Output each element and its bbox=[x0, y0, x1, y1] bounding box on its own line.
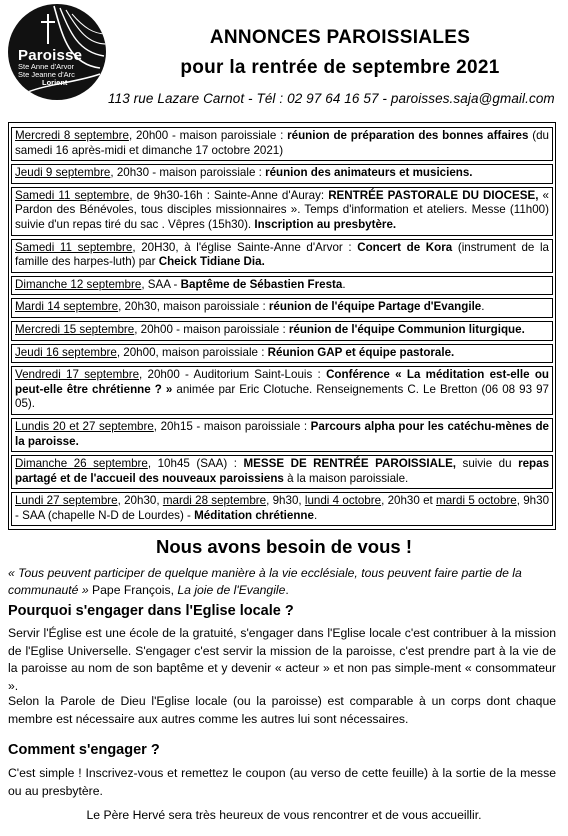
event-highlight: repas partagé et de l'accueil des nouveaux paroissiens bbox=[15, 457, 550, 485]
event-text: , 20h00 - maison paroissiale : bbox=[134, 322, 289, 336]
event-text: , 20h00, maison paroissiale : bbox=[116, 345, 268, 359]
event-item bbox=[11, 366, 553, 415]
event-highlight: Concert de Kora bbox=[357, 240, 453, 254]
pope-quote bbox=[8, 565, 556, 599]
event-text: animée par Eric Clotuche. Renseignements C. Le Bretton (06 08 93 97 05). bbox=[15, 382, 549, 411]
logo-name: Paroisse bbox=[18, 47, 83, 64]
event-text: . bbox=[313, 508, 318, 522]
event-date: Vendredi 17 septembre bbox=[15, 368, 140, 382]
event-text: « Pardon des Bénévoles, tous disciples missionnaires ». Temps d'information et ateliers. Messe (11h00) suivie d'un repas tiré du sac . Vêpres (15h30). bbox=[15, 188, 549, 231]
event-text: , SAA - bbox=[141, 277, 181, 291]
logo-line2: Ste Jeanne d'Arc bbox=[18, 70, 75, 79]
event-highlight: réunion des animateurs et musiciens. bbox=[265, 166, 473, 180]
event-date: Mardi 14 septembre bbox=[15, 300, 119, 314]
page-subtitle: pour la rentrée de septembre 2021 bbox=[180, 57, 500, 78]
event-item bbox=[11, 276, 553, 296]
event-highlight: Inscription au presbytère. bbox=[254, 217, 397, 231]
paragraph-body: Selon la Parole de Dieu l'Eglise locale (ou la paroisse) est comparable à un corps dont chaque membre est nécessaire aux autres comme les autres lui sont nécessaires. bbox=[8, 694, 556, 726]
event-item bbox=[11, 455, 553, 489]
event-date: Dimanche 12 septembre bbox=[15, 277, 142, 291]
event-item bbox=[11, 321, 553, 341]
event-highlight: Réunion GAP et équipe pastorale. bbox=[267, 345, 455, 359]
event-item bbox=[11, 239, 553, 273]
page-title: ANNONCES PAROISSIALES bbox=[209, 27, 471, 48]
event-text: , 20h30 et bbox=[381, 494, 437, 508]
event-text: , 9h30 - SAA (chapelle N-D de Lourdes) - bbox=[15, 494, 550, 522]
event-highlight: Baptême de Sébastien Fresta bbox=[180, 277, 343, 291]
event-date: Samedi 11 septembre bbox=[15, 188, 130, 202]
paragraph-how: C'est simple ! Inscrivez-vous et remettez le coupon (au verso de cette feuille) à la sortie de la messe ou au presbytère. bbox=[8, 766, 556, 798]
quote-source: La joie de l'Evangile bbox=[177, 583, 286, 597]
event-item bbox=[11, 164, 553, 184]
quote-author: Pape François, bbox=[88, 583, 178, 597]
event-item bbox=[11, 298, 553, 318]
paragraph-why: Servir l'Église est une école de la gratuité, s'engager dans l'Eglise locale c'est contribuer à la mission de l'Eglise Universelle. S'engager c'est servir la mission de la paroisse, c'est prendre part à la vie de la paroisse au nom de son baptême et y devenir « acteur » et non pas simple-ment « consommateur ». bbox=[8, 626, 556, 693]
closing-line: Le Père Hervé sera très heureux de vous rencontrer et de vous accueillir. bbox=[86, 808, 482, 822]
event-text: , de 9h30-16h : Sainte-Anne d'Auray: bbox=[129, 188, 329, 202]
event-date: Lundi 27 septembre bbox=[15, 494, 118, 508]
event-item bbox=[11, 187, 553, 236]
event-text: , 10h45 (SAA) : bbox=[147, 457, 244, 471]
event-text: , 20H30, à l'église Sainte-Anne d'Arvor : bbox=[132, 240, 358, 254]
question-how: Comment s'engager ? bbox=[8, 742, 160, 758]
event-item bbox=[11, 492, 553, 526]
event-date: Jeudi 16 septembre bbox=[15, 345, 117, 359]
event-highlight: Méditation chrétienne bbox=[194, 508, 314, 522]
quote-end: . bbox=[285, 583, 289, 597]
event-text: (du samedi 16 après-midi et dimanche 17 octobre 2021) bbox=[15, 129, 550, 157]
event-text: à la maison paroissiale. bbox=[283, 471, 409, 485]
event-date: Dimanche 26 septembre bbox=[15, 457, 148, 471]
event-highlight: RENTRÉE PASTORALE DU DIOCESE, bbox=[328, 188, 539, 202]
event-highlight: Parcours alpha pour les catéchu-mènes de la paroisse. bbox=[15, 419, 549, 448]
event-highlight: Conférence « La méditation est-elle ou peut-elle être chrétienne ? » bbox=[15, 368, 549, 396]
event-text: (instrument de la famille des harpes-luth) par bbox=[15, 240, 549, 269]
event-date: mardi 5 octobre bbox=[436, 494, 517, 508]
event-text: , 20h15 - maison paroissiale : bbox=[153, 419, 311, 433]
event-text: , 9h30, bbox=[266, 494, 305, 508]
event-date: Mercredi 8 septembre bbox=[15, 129, 129, 142]
event-item bbox=[11, 418, 553, 452]
event-text: suivie du bbox=[456, 457, 519, 471]
parish-address: 113 rue Lazare Carnot - Tél : 02 97 64 16 57 - paroisses.saja@gmail.com bbox=[108, 91, 555, 106]
events-list bbox=[8, 122, 556, 530]
logo-line1: Ste Anne d'Arvor bbox=[18, 62, 75, 71]
event-text: . bbox=[342, 277, 346, 291]
event-highlight: réunion de l'équipe Communion liturgique. bbox=[288, 322, 525, 336]
event-text: , 20h30, maison paroissiale : bbox=[118, 300, 269, 314]
event-text: , 20h30, bbox=[117, 494, 163, 508]
event-item bbox=[11, 344, 553, 364]
event-date: Lundis 20 et 27 septembre bbox=[15, 419, 154, 433]
event-date: lundi 4 octobre bbox=[304, 494, 382, 508]
event-text: , 20h30 - maison paroissiale : bbox=[110, 166, 266, 180]
question-why: Pourquoi s'engager dans l'Eglise locale ? bbox=[8, 603, 294, 619]
logo-emblem bbox=[8, 4, 106, 100]
event-highlight: MESSE DE RENTRÉE PAROISSIALE, bbox=[243, 457, 457, 471]
quote-text: « Tous peuvent participer de quelque manière à la vie ecclésiale, tous peuvent faire partie de la communauté » bbox=[8, 566, 522, 597]
event-text: , 20h00 - Auditorium Saint-Louis : bbox=[139, 368, 327, 382]
event-date: Samedi 11 septembre bbox=[15, 240, 133, 254]
event-highlight: réunion de l'équipe Partage d'Evangile bbox=[268, 300, 482, 314]
event-item bbox=[11, 127, 553, 161]
event-date: Mercredi 15 septembre bbox=[15, 322, 135, 336]
logo-city: Lorient bbox=[42, 78, 68, 87]
event-date: Jeudi 9 septembre bbox=[15, 166, 111, 180]
event-text: . bbox=[481, 300, 485, 314]
parish-logo bbox=[6, 4, 110, 100]
event-text: , 20h00 - maison paroissiale : bbox=[128, 129, 288, 142]
event-highlight: réunion de préparation des bonnes affaires bbox=[287, 129, 529, 142]
event-highlight: Cheick Tidiane Dia. bbox=[158, 255, 265, 269]
section-title: Nous avons besoin de vous ! bbox=[156, 536, 412, 557]
event-date: mardi 28 septembre bbox=[162, 494, 267, 508]
